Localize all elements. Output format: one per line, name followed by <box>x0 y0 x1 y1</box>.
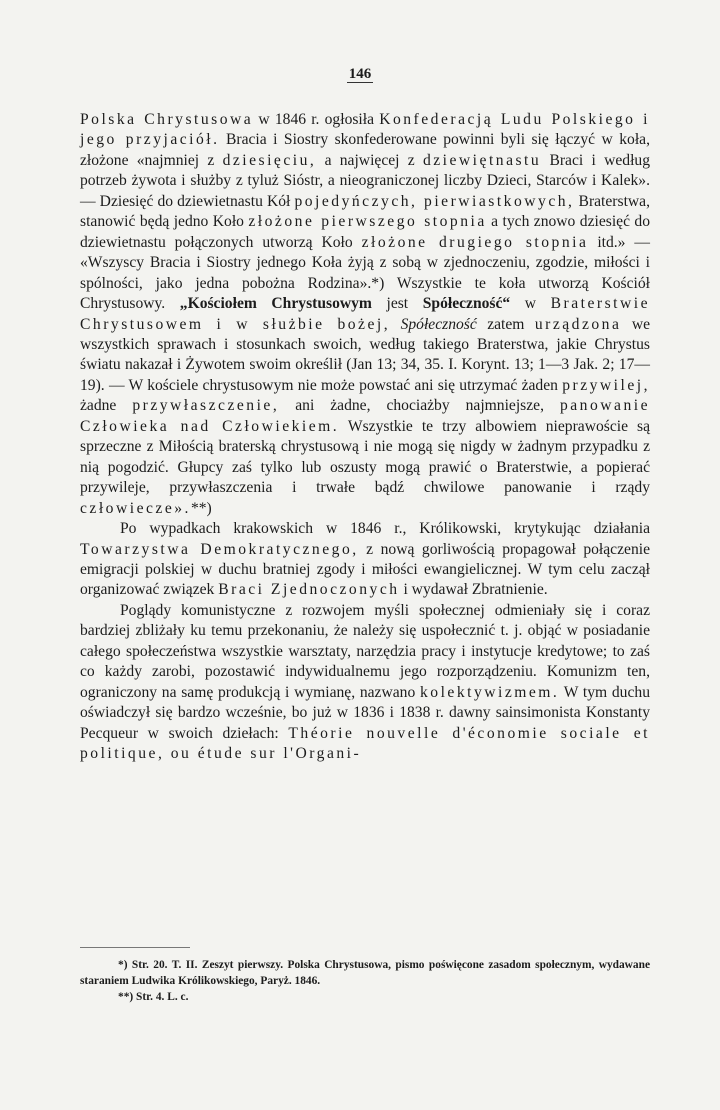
text-segment: Towarzystwa Demokratycznego, <box>80 540 359 558</box>
text-segment: we wszystkich sprawach i stosunkach swoich, według takiego Braterstwa, jakie Chrystus światu nakazał i Żywotem swoim określił (Jan 13; 34, 35. I. Korynt. 13; 1—3 Jak. 2; 17—19). — W kościele chrystusowym nie może powstać ani się utrzymać żaden <box>80 315 650 394</box>
text-segment <box>390 316 400 333</box>
text-segment: a najwięcej z <box>316 151 423 169</box>
text-segment: złożone drugiego stopnia <box>361 233 589 251</box>
text-segment: Spółeczność“ <box>422 295 511 313</box>
text-segment: zatem <box>476 315 535 333</box>
text-segment: Braterstwa, stanowić będą jedno Koło <box>80 192 650 231</box>
body-text <box>80 110 650 765</box>
footnote: **) Str. 4. L. c. <box>118 991 189 1003</box>
text-segment: Polska Chrystusowa <box>80 111 254 128</box>
text-segment: urządzona <box>534 315 622 333</box>
text-segment: W tym duchu oświadczył się bardzo wcześnie, bo już w 1836 i 1838 r. dawny sainsimonista Konstanty Pecqueur w swoich dziełach: <box>80 683 650 742</box>
text-segment: z nową gorliwością propagował połączenie emigracji polskiej w duchu bratniej zgody i miłości ewangielicznej. W tym celu zaczął organizować związek <box>80 540 650 599</box>
text-segment: itd.» — «Wszyscy Bracia i Siostry jednego Koła żyją z sobą w zjednoczeniu, zgodzie, miłości i spólności, jako jedna pobożna Rodzina».*) Wszystkie te koła utworzą Kościół Chrystusowy. <box>80 233 650 313</box>
text-segment: ani żadne, chociażby najmniejsze, <box>279 397 560 415</box>
text-segment: dziesięciu, <box>222 151 317 169</box>
paragraph <box>80 110 650 519</box>
page-number: 146 <box>348 66 372 82</box>
text-segment: w 1846 r. ogłosiła <box>253 111 380 128</box>
text-segment: a tych znowo dziesięć do dziewietnastu połączonych utworzą Koło <box>80 213 651 251</box>
text-segment: Théorie nouvelle d'économie sociale et politique, ou étude sur l'Organi- <box>80 724 650 763</box>
text-segment: dziewiętnastu <box>422 151 542 169</box>
text-segment: Bracia i Siostry skonfederowane powinni byli się łączyć w koła, złożone «najmniej z <box>80 131 650 169</box>
text-segment: Braci i według potrzeb żywota i służby z tyluż Sióstr, a nieograniczonej liczby Dzieci, Starców i Kalek». — Dziesięć do dziewietnastu Kół <box>80 151 650 210</box>
text-segment: **) <box>190 499 212 517</box>
text-segment: człowiecze». <box>80 499 191 517</box>
text-segment: Poglądy komunistyczne z rozwojem myśli społecznej odmieniały się i coraz bardziej zbliżały ku temu przekonaniu, że należy się uspołecznić t. j. objąć w posiadanie całego społeczeństwa wszystkie warsztaty, narzędzia pracy i instytucje kredytowe; to zaś co każdy zarobi, pozostawić indywidualnemu jego rozporządzeniu. Komunizm ten, ograniczony na samę produkcją i wymianę, nazwano <box>80 601 650 701</box>
footnotes <box>80 957 650 1005</box>
text-segment: Wszystkie te trzy albowiem nieprawoście są sprzeczne z Miłością braterską chrystusową i nie mogą się nigdy w żadnym przypadku z nią pogodzić. Głupcy zaś tylko lub oszusty mogą prawić o Braterstwie, a popierać przywileje, przywłaszczenia i trwałe bądź chwilowe panowanie i rządy <box>80 417 650 497</box>
text-segment: złożone pierwszego stopnia <box>248 213 487 231</box>
text-segment: „Kościołem Chrystusowym <box>179 295 372 313</box>
text-segment: kolektywizmem. <box>419 683 560 701</box>
text-segment: Spółeczność <box>400 315 477 333</box>
text-segment: Po wypadkach krakowskich w 1846 r., Królikowski, krytykując działania <box>120 520 650 538</box>
text-segment: w <box>510 295 551 313</box>
text-segment: Braci Zjednoczonych <box>218 581 400 599</box>
text-segment: żadne <box>80 397 133 415</box>
footnote: *) Str. 20. T. II. Zeszyt pierwszy. Polska Chrystusowa, pismo poświęcone zasadom społecznym, wydawane staraniem Ludwika Królikowskiego, Paryż. 1846. <box>80 959 650 987</box>
paragraph <box>80 601 650 765</box>
text-segment: panowanie Człowieka nad Człowiekiem. <box>80 397 650 435</box>
paragraph <box>80 519 650 601</box>
text-segment: i wydawał Zbratnienie. <box>399 581 548 599</box>
text-segment: Braterstwie Chrystusowem i w służbie bożej, <box>80 295 651 333</box>
footnote-rule <box>80 947 190 948</box>
text-segment: Konfederacją Ludu Polskiego i jego przyjaciół. <box>80 111 650 149</box>
text-segment: przywłaszczenie, <box>132 397 280 415</box>
text-segment: przywilej, <box>562 376 650 394</box>
text-segment: pojedyńczych, pierwiastkowych, <box>294 192 575 210</box>
text-segment: jest <box>371 295 423 313</box>
